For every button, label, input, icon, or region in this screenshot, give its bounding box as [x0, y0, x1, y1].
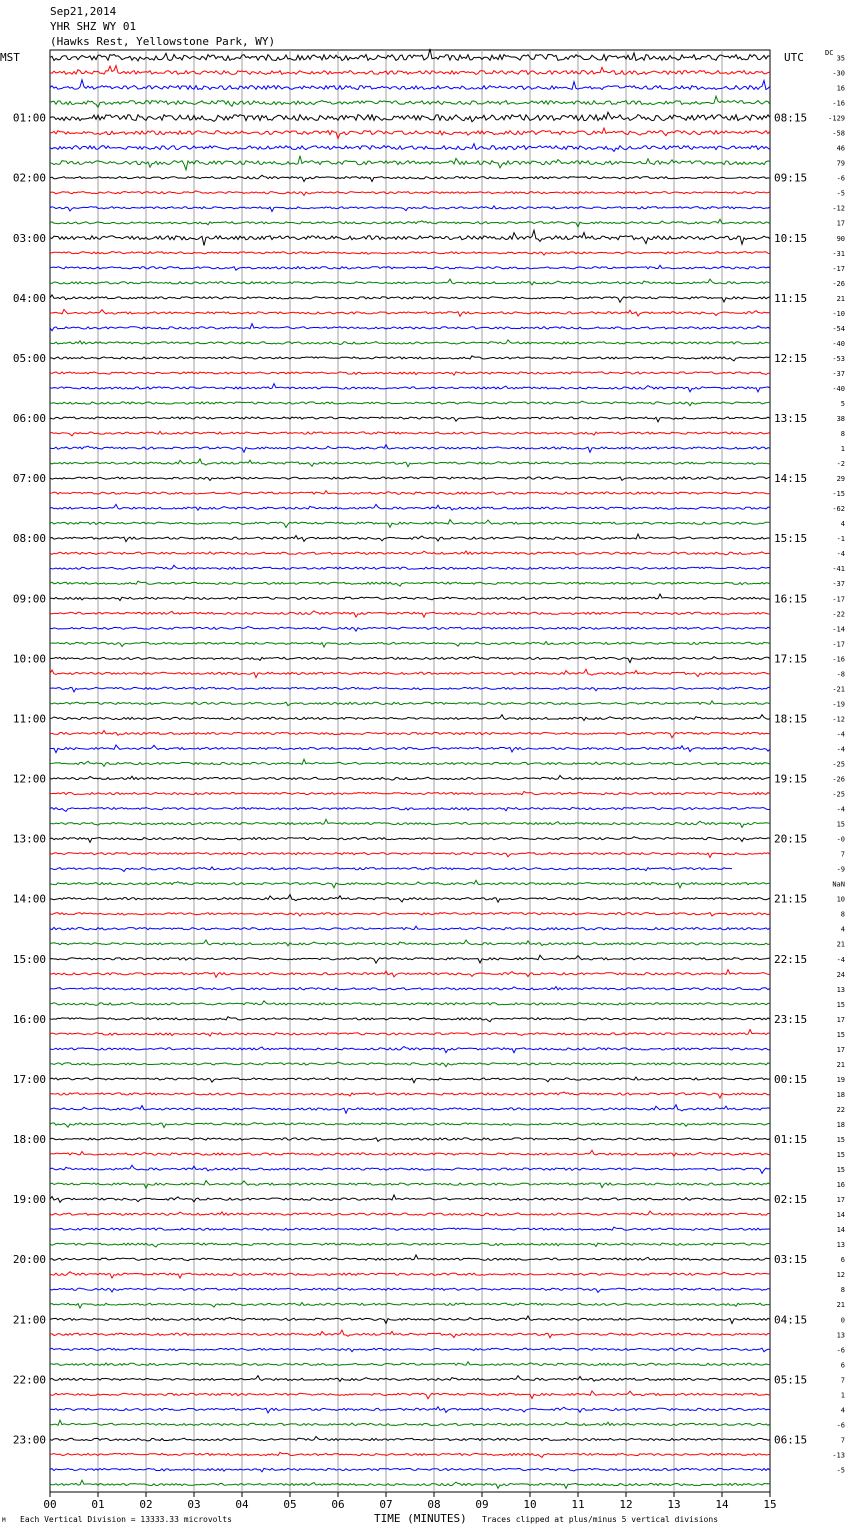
dc-offset-value: 6	[840, 1361, 845, 1370]
dc-offset-value: -22	[832, 610, 845, 619]
dc-offset-value: NaN	[832, 880, 845, 889]
dc-offset-value: 17	[836, 1015, 845, 1024]
seismic-trace	[50, 880, 770, 888]
seismic-trace	[50, 715, 770, 721]
dc-offset-value: -6	[836, 1421, 845, 1430]
seismic-trace	[50, 431, 770, 436]
x-tick-label: 14	[715, 1498, 729, 1511]
seismic-trace	[50, 867, 732, 872]
seismic-trace	[50, 1211, 770, 1216]
hour-label-utc: 16:15	[774, 592, 808, 606]
hour-label-mst: 02:00	[12, 171, 46, 185]
seismic-trace	[50, 808, 770, 812]
dc-offset-value: -4	[836, 805, 845, 814]
hour-label-mst: 17:00	[12, 1072, 46, 1086]
dc-offset-value: 21	[836, 1060, 845, 1069]
dc-offset-value: -19	[832, 700, 845, 709]
dc-offset-value: -12	[832, 715, 845, 724]
seismic-trace	[50, 853, 770, 858]
hour-label-utc: 12:15	[774, 351, 808, 365]
dc-offset-value: 13	[836, 1331, 845, 1340]
seismic-trace	[50, 1272, 770, 1278]
dc-offset-value: -40	[832, 384, 845, 393]
dc-offset-value: 21	[836, 1301, 845, 1310]
hour-label-utc: 02:15	[774, 1193, 808, 1207]
dc-offset-value: -5	[836, 1466, 845, 1475]
seismic-trace	[50, 295, 770, 302]
x-tick-label: 03	[187, 1498, 201, 1511]
dc-offset-value: -26	[832, 775, 845, 784]
seismic-trace	[50, 1150, 770, 1156]
dc-offset-value: 13	[836, 985, 845, 994]
hour-label-mst: 14:00	[12, 892, 46, 906]
hour-label-utc: 19:15	[774, 772, 808, 786]
dc-offset-value: -15	[832, 490, 845, 499]
seismic-trace	[50, 265, 770, 270]
dc-offset-value: 7	[840, 1376, 845, 1385]
clip-note: Traces clipped at plus/minus 5 vertical divisions	[482, 1515, 719, 1524]
seismic-trace	[50, 970, 770, 978]
seismic-trace	[50, 1062, 770, 1067]
hour-label-utc: 21:15	[774, 892, 808, 906]
seismic-trace	[50, 156, 770, 170]
x-tick-label: 00	[43, 1498, 57, 1511]
seismic-trace	[50, 1047, 770, 1053]
dc-offset-value: -16	[832, 655, 845, 664]
dc-offset-value: -129	[828, 114, 845, 123]
seismic-trace	[50, 687, 770, 692]
x-tick-label: 06	[331, 1498, 345, 1511]
seismic-trace	[50, 206, 770, 212]
seismic-trace	[50, 791, 770, 794]
dc-offset-value: -31	[832, 249, 845, 258]
dc-offset-value: 0	[840, 1316, 845, 1325]
hour-label-utc: 22:15	[774, 952, 808, 966]
dc-offset-value: -40	[832, 339, 845, 348]
hour-label-mst: 18:00	[12, 1133, 46, 1147]
dc-offset-value: -4	[836, 730, 845, 739]
seismic-trace	[50, 1452, 770, 1457]
dc-offset-value: -37	[832, 369, 845, 378]
dc-offset-value: 79	[836, 159, 845, 168]
seismic-trace	[50, 1348, 770, 1352]
dc-offset-value: -17	[832, 264, 845, 273]
seismic-trace	[50, 1288, 770, 1292]
seismic-trace	[50, 356, 770, 361]
hour-label-utc: 04:15	[774, 1313, 808, 1327]
seismic-trace	[50, 701, 770, 706]
dc-offset-value: -4	[836, 955, 845, 964]
hour-label-utc: 01:15	[774, 1133, 808, 1147]
hour-label-utc: 08:15	[774, 111, 808, 125]
seismic-trace	[50, 1243, 770, 1247]
seismic-trace	[50, 477, 770, 481]
seismic-trace	[50, 581, 770, 586]
seismic-trace	[50, 1468, 770, 1471]
dc-offset-value: -58	[832, 129, 845, 138]
hour-label-utc: 09:15	[774, 171, 808, 185]
hour-label-mst: 06:00	[12, 412, 46, 426]
seismic-trace	[50, 1105, 770, 1113]
dc-offset-value: 8	[840, 430, 845, 439]
seismic-trace	[50, 384, 770, 392]
seismic-trace	[50, 417, 770, 422]
dc-offset-value: 18	[836, 1120, 845, 1129]
seismic-trace	[50, 128, 770, 139]
dc-offset-value: -37	[832, 580, 845, 589]
seismic-trace	[50, 913, 770, 917]
hour-label-utc: 23:15	[774, 1012, 808, 1026]
hour-label-utc: 10:15	[774, 231, 808, 245]
dc-offset-value: -4	[836, 550, 845, 559]
seismic-trace	[50, 230, 770, 245]
dc-offset-value: 22	[836, 1105, 845, 1114]
dc-offset-value: 5	[840, 399, 845, 408]
seismic-trace	[50, 1001, 770, 1006]
seismic-trace	[50, 175, 770, 181]
seismic-trace	[50, 1376, 770, 1382]
dc-offset-value: -41	[832, 565, 845, 574]
hour-label-mst: 21:00	[12, 1313, 46, 1327]
dc-offset-value: -9	[836, 865, 845, 874]
hour-label-mst: 01:00	[12, 111, 46, 125]
seismic-trace	[50, 279, 770, 285]
seismic-trace	[50, 1391, 770, 1399]
seismic-trace	[50, 611, 770, 617]
seismic-trace	[50, 459, 770, 467]
hour-label-utc: 11:15	[774, 291, 808, 305]
x-tick-label: 08	[427, 1498, 441, 1511]
seismic-trace	[50, 1436, 770, 1441]
hour-label-utc: 13:15	[774, 412, 808, 426]
seismic-trace	[50, 776, 770, 781]
header-location: (Hawks Rest, Yellowstone Park, WY)	[50, 35, 276, 48]
seismic-trace	[50, 80, 770, 90]
dc-offset-value: 18	[836, 1090, 845, 1099]
x-tick-label: 10	[523, 1498, 537, 1511]
dc-offset-value: 15	[836, 1151, 845, 1160]
dc-offset-value: 90	[836, 234, 845, 243]
dc-offset-value: -1	[836, 535, 845, 544]
dc-offset-value: -17	[832, 595, 845, 604]
hour-label-mst: 15:00	[12, 952, 46, 966]
x-tick-label: 12	[619, 1498, 633, 1511]
dc-offset-value: -13	[832, 1451, 845, 1460]
hour-label-mst: 12:00	[12, 772, 46, 786]
x-tick-label: 11	[571, 1498, 585, 1511]
seismic-trace	[50, 491, 770, 495]
seismic-trace	[50, 926, 770, 930]
hour-label-utc: 14:15	[774, 472, 808, 486]
seismic-trace	[50, 1227, 770, 1230]
hour-label-mst: 23:00	[12, 1433, 46, 1447]
dc-offset-value: -5	[836, 189, 845, 198]
seismic-trace	[50, 144, 770, 152]
dc-offset-value: 15	[836, 820, 845, 829]
dc-offset-value: -4	[836, 745, 845, 754]
seismic-trace	[50, 895, 770, 903]
dc-offset-value: -2	[836, 460, 845, 469]
dc-offset-value: -30	[832, 69, 845, 78]
seismic-trace	[50, 66, 770, 75]
dc-offset-value: 17	[836, 1196, 845, 1205]
seismic-trace	[50, 340, 770, 345]
hour-label-mst: 13:00	[12, 832, 46, 846]
seismic-trace	[50, 626, 770, 631]
scale-note: Each Vertical Division = 13333.33 microvolts	[20, 1515, 232, 1524]
seismic-trace	[50, 49, 770, 61]
x-axis-label: TIME (MINUTES)	[374, 1512, 467, 1525]
seismic-trace	[50, 520, 770, 528]
x-tick-label: 05	[283, 1498, 297, 1511]
seismic-trace	[50, 1123, 770, 1128]
seismic-trace	[50, 401, 770, 406]
seismic-trace	[50, 1255, 770, 1261]
hour-label-mst: 16:00	[12, 1012, 46, 1026]
hour-label-utc: 20:15	[774, 832, 808, 846]
x-tick-label: 13	[667, 1498, 681, 1511]
dc-offset-value: 1	[840, 1391, 845, 1400]
seismic-trace	[50, 372, 770, 375]
hour-label-utc: 00:15	[774, 1072, 808, 1086]
x-tick-label: 09	[475, 1498, 489, 1511]
hour-label-mst: 10:00	[12, 652, 46, 666]
dc-offset-value: -54	[832, 324, 845, 333]
hour-label-mst: 19:00	[12, 1193, 46, 1207]
dc-offset-value: 14	[836, 1226, 845, 1235]
dc-offset-value: -6	[836, 1346, 845, 1355]
dc-offset-value: 21	[836, 294, 845, 303]
seismic-trace	[50, 731, 770, 738]
dc-offset-value: 15	[836, 1030, 845, 1039]
seismic-trace	[50, 1077, 770, 1083]
seismic-trace	[50, 324, 770, 331]
dc-offset-value: -10	[832, 309, 845, 318]
seismic-trace	[50, 1407, 770, 1413]
dc-offset-value: 46	[836, 144, 845, 153]
x-tick-label: 01	[91, 1498, 105, 1511]
hour-label-mst: 07:00	[12, 472, 46, 486]
dc-offset-value: 12	[836, 1271, 845, 1280]
seismic-trace	[50, 219, 770, 227]
dc-offset-value: 16	[836, 84, 845, 93]
dc-offset-value: 7	[840, 1436, 845, 1445]
seismic-trace	[50, 1195, 770, 1202]
dc-offset-value: -0	[836, 835, 845, 844]
dc-offset-value: -62	[832, 505, 845, 514]
dc-offset-value: -14	[832, 625, 845, 634]
dc-offset-value: -6	[836, 174, 845, 183]
dc-offset-value: 16	[836, 1181, 845, 1190]
hour-label-mst: 05:00	[12, 351, 46, 365]
dc-offset-value: 29	[836, 475, 845, 484]
dc-offset-value: 21	[836, 940, 845, 949]
dc-offset-value: 8	[840, 910, 845, 919]
seismic-trace	[50, 940, 770, 946]
seismic-trace	[50, 1138, 770, 1142]
corner-mark: M	[2, 1517, 6, 1524]
mst-label: MST	[0, 51, 20, 64]
dc-offset-value: 14	[836, 1211, 845, 1220]
hour-label-mst: 11:00	[12, 712, 46, 726]
seismic-trace	[50, 669, 770, 677]
x-tick-label: 15	[763, 1498, 777, 1511]
dc-offset-value: 4	[840, 925, 845, 934]
seismic-trace	[50, 191, 770, 196]
dc-offset-value: 10	[836, 895, 845, 904]
seismic-trace	[50, 1092, 770, 1098]
seismic-trace	[50, 252, 770, 256]
seismic-trace	[50, 1303, 770, 1309]
dc-offset-value: -8	[836, 670, 845, 679]
dc-offset-value: -21	[832, 685, 845, 694]
seismic-trace	[50, 955, 770, 963]
dc-offset-value: -25	[832, 760, 845, 769]
dc-offset-value: 38	[836, 415, 845, 424]
header-station: YHR SHZ WY 01	[50, 20, 137, 33]
seismic-trace	[50, 551, 770, 555]
dc-offset-value: 15	[836, 1136, 845, 1145]
x-tick-label: 04	[235, 1498, 249, 1511]
hour-label-mst: 22:00	[12, 1373, 46, 1387]
hour-label-mst: 08:00	[12, 532, 46, 546]
dc-offset-value: 15	[836, 1000, 845, 1009]
x-tick-label: 02	[139, 1498, 153, 1511]
dc-offset-value: -12	[832, 204, 845, 213]
utc-label: UTC	[784, 51, 804, 64]
seismic-trace	[50, 656, 770, 662]
seismic-trace	[50, 745, 770, 753]
seismic-trace	[50, 1480, 770, 1488]
dc-offset-value: 17	[836, 1045, 845, 1054]
hour-label-utc: 06:15	[774, 1433, 808, 1447]
seismic-trace	[50, 642, 770, 648]
dc-offset-value: 1	[840, 445, 845, 454]
seismic-trace	[50, 819, 770, 827]
hour-label-mst: 09:00	[12, 592, 46, 606]
dc-offset-value: 15	[836, 1166, 845, 1175]
seismic-trace	[50, 1017, 770, 1022]
dc-offset-value: 13	[836, 1241, 845, 1250]
dc-offset-value: 6	[840, 1256, 845, 1265]
seismic-trace	[50, 504, 770, 510]
dc-offset-value: 24	[836, 970, 845, 979]
dc-offset-value: 8	[840, 1286, 845, 1295]
hour-label-utc: 18:15	[774, 712, 808, 726]
header-date: Sep21,2014	[50, 5, 117, 18]
dc-offset-value: 4	[840, 520, 845, 529]
hour-label-mst: 04:00	[12, 291, 46, 305]
seismic-trace	[50, 1030, 770, 1037]
dc-offset-value: -25	[832, 790, 845, 799]
seismic-trace	[50, 987, 770, 990]
seismic-trace	[50, 1181, 770, 1189]
seismic-trace	[50, 594, 770, 601]
seismic-trace	[50, 759, 770, 766]
dc-offset-value: -26	[832, 279, 845, 288]
hour-label-utc: 15:15	[774, 532, 808, 546]
hour-label-utc: 03:15	[774, 1253, 808, 1267]
seismic-trace	[50, 112, 770, 122]
seismic-trace	[50, 445, 770, 453]
seismic-trace	[50, 309, 770, 316]
dc-offset-value: 7	[840, 850, 845, 859]
seismic-trace	[50, 96, 770, 107]
dc-offset-value: 19	[836, 1075, 845, 1084]
dc-offset-value: -16	[832, 99, 845, 108]
seismic-trace	[50, 837, 770, 843]
hour-label-mst: 20:00	[12, 1253, 46, 1267]
plot-frame	[50, 50, 770, 1492]
seismic-trace	[50, 565, 770, 569]
seismic-trace	[50, 1165, 770, 1173]
dc-offset-value: -17	[832, 640, 845, 649]
dc-offset-value: 35	[836, 54, 845, 63]
dc-offset-value: 4	[840, 1406, 845, 1415]
hour-label-utc: 05:15	[774, 1373, 808, 1387]
dc-offset-value: -53	[832, 354, 845, 363]
seismic-trace	[50, 1420, 770, 1425]
hour-label-mst: 03:00	[12, 231, 46, 245]
dc-label: DC	[825, 49, 834, 57]
seismic-trace	[50, 1362, 770, 1366]
seismic-trace	[50, 1316, 770, 1324]
dc-offset-value: 17	[836, 219, 845, 228]
hour-label-utc: 17:15	[774, 652, 808, 666]
seismic-trace	[50, 534, 770, 542]
seismic-trace	[50, 1330, 770, 1338]
x-tick-label: 07	[379, 1498, 393, 1511]
